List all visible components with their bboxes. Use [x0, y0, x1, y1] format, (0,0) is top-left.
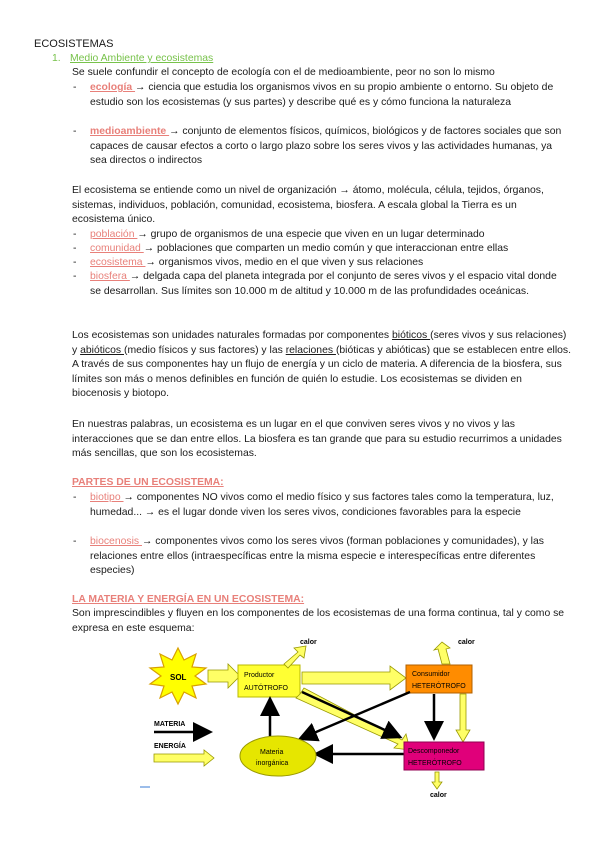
consumidor-label: Consumidor: [412, 671, 450, 678]
calor-label-1: calor: [300, 639, 317, 646]
productor-label: Productor: [244, 672, 275, 679]
bullet-biosfera: - biosfera → delgada capa del planeta integrada por el conjunto de seres vivos y el espacio vital donde se desarrollan. Sus límites son 10.000 m de altitud y 10.000 m de las profundidades oceánicas.: [73, 271, 557, 297]
legend-energia-arrow: [154, 750, 214, 766]
document-title: ECOSISTEMAS: [34, 38, 114, 50]
energy-arrow-productor-consumidor: [302, 666, 406, 690]
bullet-comunidad: - comunidad → poblaciones que comparten un medio común y que interaccionan entre ellas: [73, 243, 509, 254]
matter-arrow-productor-descomponedor: [302, 692, 398, 736]
productor-type: AUTÓTROFO: [244, 685, 288, 692]
paragraph-our-words: En nuestras palabras, un ecosistema es un lugar en el que conviven seres vivos y no vivos y las interacciones que se dan entre ellos. La biosfera es tan grande que para su estudio recurrimos a unidades más sencillas, que son los ecosistemas.: [72, 419, 562, 460]
heat-arrow-2: [434, 642, 450, 664]
bullet-medioambiente: - medioambiente → conjunto de elementos físicos, químicos, biológicos y de factores sociales que son capaces de causar efectos a corto o largo plazo sobre los seres vivos y las actividades humanas, ya sea directos o indirectos: [73, 126, 562, 167]
definition: → componentes NO vivos como el medio físico y sus factores tales como la temperatura, luz, humedad... → es el lugar donde viven los seres vivos, condiciones favorables para la especie: [90, 492, 554, 518]
calor-label-3: calor: [430, 792, 447, 799]
term: biosfera: [90, 271, 130, 282]
term: ecología: [90, 82, 136, 93]
descomponedor-type: HETERÓTROFO: [408, 760, 462, 767]
bullet-poblacion: - población → grupo de organismos de una especie que viven en un lugar determinado: [73, 229, 485, 240]
text-segment: (medio físicos y sus factores) y las: [124, 344, 286, 356]
section-heading-text: Medio Ambiente y ecosistemas: [70, 53, 214, 64]
text-segment: Los ecosistemas son unidades naturales formadas por componentes: [72, 330, 392, 341]
paragraph-schema-intro: Son imprescindibles y fluyen en los componentes de los ecosistemas de una forma continua, tal y como se expresa en este esquema:: [72, 608, 565, 634]
term: biotipo: [90, 492, 124, 503]
bullet-ecologia: - ecología → ciencia que estudia los organismos vivos en su propio ambiente o entorno. Su objeto de estudio son los ecosistemas (y sus partes) y describe qué es y cómo funciona la naturaleza: [73, 82, 554, 108]
definition: → ciencia que estudia los organismos vivos en su propio ambiente o entorno. Su objeto de estudio son los ecosistemas (y sus partes) y describe qué es y cómo funciona la naturaleza: [90, 82, 554, 108]
materia-label: Materia: [260, 749, 284, 756]
term: biocenosis: [90, 536, 142, 547]
energy-arrow-consumidor-descomponedor: [456, 694, 470, 742]
section-heading-1: [52, 52, 213, 67]
bullet-biocenosis: - biocenosis → componentes vivos como los seres vivos (forman poblaciones y comunidades), y las relaciones entre ellos (intraespecíficas entre la misma especie e interespecíficas entre diferentes especies): [73, 536, 544, 577]
definition: → grupo de organismos de una especie que viven en un lugar determinado: [137, 229, 485, 240]
paragraph-organization: El ecosistema se entiende como un nivel de organización → átomo, molécula, célula, tejidos, órganos, sistemas, individuos, población, comunidad, ecosistema, biosfera. A escala global la Tierra es un ecosistema único.: [72, 185, 544, 226]
descomponedor-label: Descomponedor: [408, 748, 460, 755]
calor-label-2: calor: [458, 639, 475, 646]
definition: → poblaciones que comparten un medio común y que interaccionan entre ellas: [143, 243, 509, 254]
heat-arrow-3: [432, 772, 442, 789]
bullet-biotipo: - biotipo → componentes NO vivos como el medio físico y sus factores tales como la temperatura, luz, humedad... → es el lugar donde viven los seres vivos, condiciones favorables para la especie: [73, 492, 554, 518]
intro-paragraph: Se suele confundir el concepto de ecología con el de medioambiente, peor no son lo mismo: [72, 67, 495, 78]
consumidor-type: HETERÓTROFO: [412, 683, 466, 690]
definition: → delgada capa del planeta integrada por el conjunto de seres vivos y el espacio vital donde se desarrollan. Sus límites son 10.000 m de altitud y 10.000 m de las profundidades oceánicas.: [90, 271, 557, 297]
materia-inorganica-ellipse: [240, 736, 316, 776]
legend-materia-label: MATERIA: [154, 721, 186, 728]
section-heading-partes: PARTES DE UN ECOSISTEMA:: [72, 477, 224, 488]
sun-label: SOL: [170, 673, 187, 682]
materia-type: inorgánica: [256, 760, 289, 767]
text-segment: (seres vivos y sus relaciones) y: [72, 330, 567, 356]
definition: → componentes vivos como los seres vivos (forman poblaciones y comunidades), y las relaciones entre ellos (intraespecíficas entre la misma especie e interespecíficas entre diferentes especies): [90, 536, 544, 577]
term: población: [90, 229, 138, 240]
legend-energia-label: ENERGÍA: [154, 743, 186, 750]
underlined-relaciones: relaciones: [285, 344, 336, 356]
productor-box: [238, 665, 300, 697]
energy-arrow-sun: [208, 664, 240, 688]
energy-matter-diagram: [140, 634, 510, 800]
paragraph-components: [72, 329, 572, 402]
bullet-ecosistema: - ecosistema → organismos vivos, medio en el que viven y sus relaciones: [73, 257, 424, 268]
section-heading-materia-energia: LA MATERIA Y ENERGÍA EN UN ECOSISTEMA:: [72, 594, 305, 605]
section-number: 1.: [52, 53, 61, 64]
definition: → organismos vivos, medio en el que viven y sus relaciones: [145, 257, 424, 268]
term: comunidad: [90, 243, 144, 254]
text-segment: (bióticas y abióticas) que se establecen entre ellos. A través de sus componentes hay un flujo de energía y un ciclo de materia. A diferencia de la biosfera, sus límites son más o menos definibles en función de quién lo estudie. Los ecosistemas se dividen en biocenosis y biotopo.: [72, 344, 572, 400]
term: ecosistema: [90, 257, 146, 268]
definition: → conjunto de elementos físicos, químicos, biológicos y de factores sociales que son capaces de causar efectos a corto o largo plazo sobre los seres vivos y las actividades humanas, ya sea directos o indirectos: [90, 126, 562, 167]
underlined-bioticos: bióticos: [391, 330, 431, 341]
term: medioambiente: [90, 126, 170, 137]
underlined-abioticos: abióticos: [80, 344, 124, 356]
